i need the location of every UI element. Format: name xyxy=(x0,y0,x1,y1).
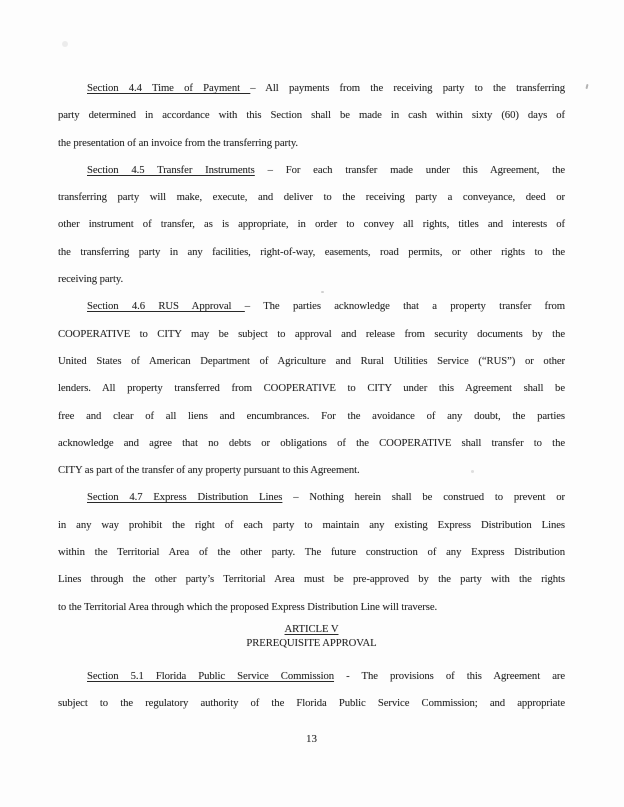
body-text: the transferring party in any facilities, right-of-way, easements, road permits, or other rights to the xyxy=(58,245,565,258)
text-line xyxy=(58,321,565,348)
section-4-4-paragraph xyxy=(58,75,565,157)
section-heading-text: Section 5.1 Florida Public Service Commission xyxy=(87,669,335,682)
text-line xyxy=(58,266,565,293)
section-4-7-paragraph xyxy=(58,484,565,620)
text-line xyxy=(58,102,565,129)
page-number: 13 xyxy=(306,733,317,745)
body-text: - The provisions of this Agreement are xyxy=(334,669,566,682)
text-line xyxy=(58,348,565,375)
body-text: in any way prohibit the right of each party to maintain any existing Express Distribution Lines xyxy=(58,518,565,531)
text-line xyxy=(58,594,565,621)
body-text: receiving party. xyxy=(58,273,124,286)
scan-artifact xyxy=(62,41,68,47)
section-heading-text: Section 4.7 Express Distribution Lines xyxy=(87,491,283,504)
text-line xyxy=(58,663,565,690)
body-text: other instrument of transfer, as is appropriate, in order to convey all rights, titles and interests of xyxy=(58,218,565,231)
text-line xyxy=(58,637,565,651)
text-line xyxy=(58,293,565,320)
text-line xyxy=(58,211,565,238)
scan-artifact xyxy=(321,291,324,293)
scan-artifact xyxy=(471,470,474,473)
body-text: – Nothing herein shall be construed to prevent or xyxy=(282,491,565,504)
text-line xyxy=(58,539,565,566)
body-text: COOPERATIVE to CITY may be subject to approval and release from security documents by the xyxy=(58,327,565,340)
body-text: party determined in accordance with this Section shall be made in cash within sixty (60) days of xyxy=(58,109,565,122)
text-line xyxy=(58,623,565,637)
body-text: United States of American Department of Agriculture and Rural Utilities Service (“RUS”) or other xyxy=(58,354,565,367)
text-line xyxy=(58,403,565,430)
section-heading-text: ARTICLE V xyxy=(284,622,339,635)
section-5-1-paragraph xyxy=(58,663,565,718)
body-text: Lines through the other party’s Territorial Area must be pre-approved by the party with the rights xyxy=(58,573,565,586)
text-line xyxy=(58,375,565,402)
text-line xyxy=(58,75,565,102)
text-line xyxy=(58,130,565,157)
body-text: to the Territorial Area through which the proposed Express Distribution Line will traverse. xyxy=(58,600,438,613)
body-text: free and clear of all liens and encumbrances. For the avoidance of any doubt, the parties xyxy=(58,409,565,422)
section-heading-text: Section 4.6 RUS Approval xyxy=(87,300,245,313)
body-text: CITY as part of the transfer of any property pursuant to this Agreement. xyxy=(58,464,360,477)
text-line xyxy=(58,566,565,593)
text-line xyxy=(58,184,565,211)
text-line xyxy=(58,457,565,484)
body-text: – The parties acknowledge that a property transfer from xyxy=(244,300,565,313)
document-text-block xyxy=(58,75,565,717)
body-text: PREREQUISITE APPROVAL xyxy=(246,636,377,649)
body-text: – All payments from the receiving party to the transferring xyxy=(250,82,565,94)
text-line xyxy=(58,484,565,511)
text-line xyxy=(58,430,565,457)
text-line xyxy=(58,690,565,717)
scan-artifact xyxy=(585,84,588,89)
section-4-6-paragraph xyxy=(58,293,565,484)
text-line xyxy=(58,239,565,266)
body-text: lenders. All property transferred from COOPERATIVE to CITY under this Agreement shall be xyxy=(58,382,565,395)
text-line xyxy=(58,512,565,539)
body-text: – For each transfer made under this Agreement, the xyxy=(254,163,565,176)
body-text: acknowledge and agree that no debts or obligations of the COOPERATIVE shall transfer to the xyxy=(58,436,565,449)
section-heading-text: Section 4.4 Time of Payment xyxy=(87,82,251,94)
text-line xyxy=(58,157,565,184)
body-text: subject to the regulatory authority of the Florida Public Service Commission; and appropriate xyxy=(58,696,565,709)
section-4-5-paragraph xyxy=(58,157,565,293)
body-text: the presentation of an invoice from the transferring party. xyxy=(58,136,299,149)
body-text: transferring party will make, execute, and deliver to the receiving party a conveyance, deed or xyxy=(58,191,565,204)
body-text: within the Territorial Area of the other party. The future construction of any Express Distribution xyxy=(58,546,565,559)
section-heading-text: Section 4.5 Transfer Instruments xyxy=(87,163,255,176)
article-v-heading xyxy=(58,623,565,651)
